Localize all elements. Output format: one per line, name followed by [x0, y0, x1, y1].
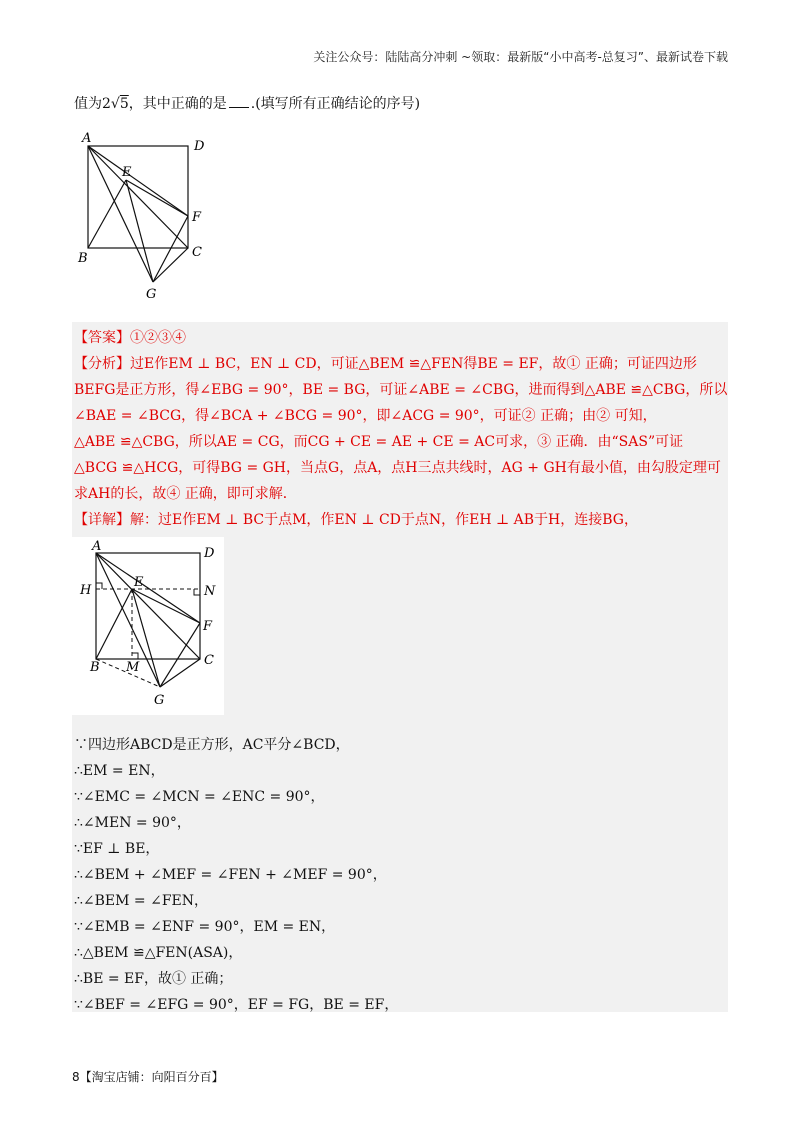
solution-line-1 [74, 734, 350, 754]
solution-line-4: ∴∠MEN = 90°， [74, 815, 191, 831]
page-footer: 8【淘宝店铺：向阳百分百】 [72, 1070, 224, 1084]
segment-fg [153, 216, 188, 282]
segment-fg [160, 623, 200, 687]
analysis-line-2: BEFG是正方形，得∠EBG = 90°，BE = BG，可证∠ABE = ∠CBG，进而得到△ABE ≌△CBG，所以 [74, 382, 728, 398]
diagonal-ac [88, 146, 188, 248]
label-b: B [90, 660, 100, 675]
segment-ef [126, 180, 188, 216]
analysis-line-4: △ABE ≌△CBG，所以AE = CG，而CG + CE = AE + CE = AC可求，③ 正确．由“SAS”可证 [74, 434, 684, 450]
segment-cg [153, 248, 188, 282]
detail-text: 解：过E作EM ⊥ BC于点M，作EN ⊥ CD于点N，作EH ⊥ AB于H，连接BG， [130, 512, 638, 528]
right-angle-h [96, 583, 102, 589]
geometry-figure-1 [72, 128, 222, 308]
solution-text-1: ∵四边形ABCD是正方形，AC平分∠BCD， [74, 737, 350, 753]
solution-line-3: ∵∠EMC = ∠MCN = ∠ENC = 90°， [74, 789, 325, 805]
solution-line-11: ∵∠BEF = ∠EFG = 90°，EF = FG，BE = EF， [74, 997, 399, 1013]
analysis-tag: 【分析】 [74, 356, 130, 372]
label-d: D [204, 546, 215, 561]
label-c: C [204, 653, 214, 668]
right-angle-m [132, 653, 138, 659]
analysis-line-1 [74, 353, 697, 373]
answer-value: ①②③④ [130, 330, 186, 346]
question-prefix: 值为2 [74, 96, 111, 112]
segment-af [96, 553, 200, 623]
solution-line-10: ∴BE = EF，故① 正确； [74, 971, 233, 987]
solution-line-7: ∴∠BEM = ∠FEN， [74, 893, 209, 909]
label-f: F [192, 210, 202, 225]
label-n: N [204, 584, 216, 599]
label-g: G [154, 693, 165, 708]
answer-blank [229, 107, 249, 108]
sqrt-symbol: √ [110, 96, 120, 112]
detail-tag: 【详解】 [74, 512, 130, 528]
label-h: H [80, 583, 92, 598]
question-middle: ，其中正确的是 [128, 96, 227, 112]
segment-ef [132, 589, 200, 623]
segment-ag [88, 146, 153, 282]
segment-af [88, 146, 188, 216]
answer-line [74, 327, 186, 347]
right-angle-n [194, 589, 200, 595]
question-tail [74, 93, 420, 113]
label-e: E [122, 165, 132, 180]
segment-be [96, 589, 132, 659]
analysis-text-1: 过E作EM ⊥ BC，EN ⊥ CD，可证△BEM ≌△FEN得BE = EF，故① 正确；可证四边形 [130, 356, 697, 372]
sqrt-value: 5 [119, 96, 129, 112]
analysis-line-5: △BCG ≌△HCG，可得BG = GH，当点G，点A，点H三点共线时，AG + GH有最小值，由勾股定理可 [74, 460, 721, 476]
solution-line-8: ∵∠EMB = ∠ENF = 90°，EM = EN， [74, 919, 336, 935]
solution-line-6: ∴∠BEM + ∠MEF = ∠FEN + ∠MEF = 90°， [74, 867, 387, 883]
answer-tag: 【答案】 [74, 330, 130, 346]
segment-cg [160, 659, 200, 687]
page-header: 关注公众号：陆陆高分冲刺 ~领取：最新版“小中高考-总复习”、最新试卷下载 [313, 50, 728, 64]
solution-line-5: ∵EF ⊥ BE， [74, 841, 160, 857]
label-e: E [134, 575, 144, 590]
label-d: D [194, 139, 205, 154]
label-g: G [146, 287, 157, 302]
label-a: A [92, 539, 102, 554]
question-suffix: .(填写所有正确结论的序号) [250, 96, 421, 112]
label-b: B [78, 251, 88, 266]
label-a: A [82, 131, 92, 146]
analysis-line-3: ∠BAE = ∠BCG，得∠BCA + ∠BCG = 90°，即∠ACG = 90°，可证② 正确；由② 可知， [74, 408, 657, 424]
label-m: M [126, 660, 140, 675]
segment-eg [126, 180, 153, 282]
solution-line-9: ∴△BEM ≌△FEN(ASA)， [74, 945, 243, 961]
label-c: C [192, 245, 202, 260]
detail-line [74, 509, 638, 529]
analysis-line-6: 求AH的长，故④ 正确，即可求解． [74, 486, 297, 502]
geometry-figure-2 [72, 537, 224, 715]
label-f: F [203, 619, 213, 634]
solution-line-2: ∴EM = EN， [74, 763, 165, 779]
